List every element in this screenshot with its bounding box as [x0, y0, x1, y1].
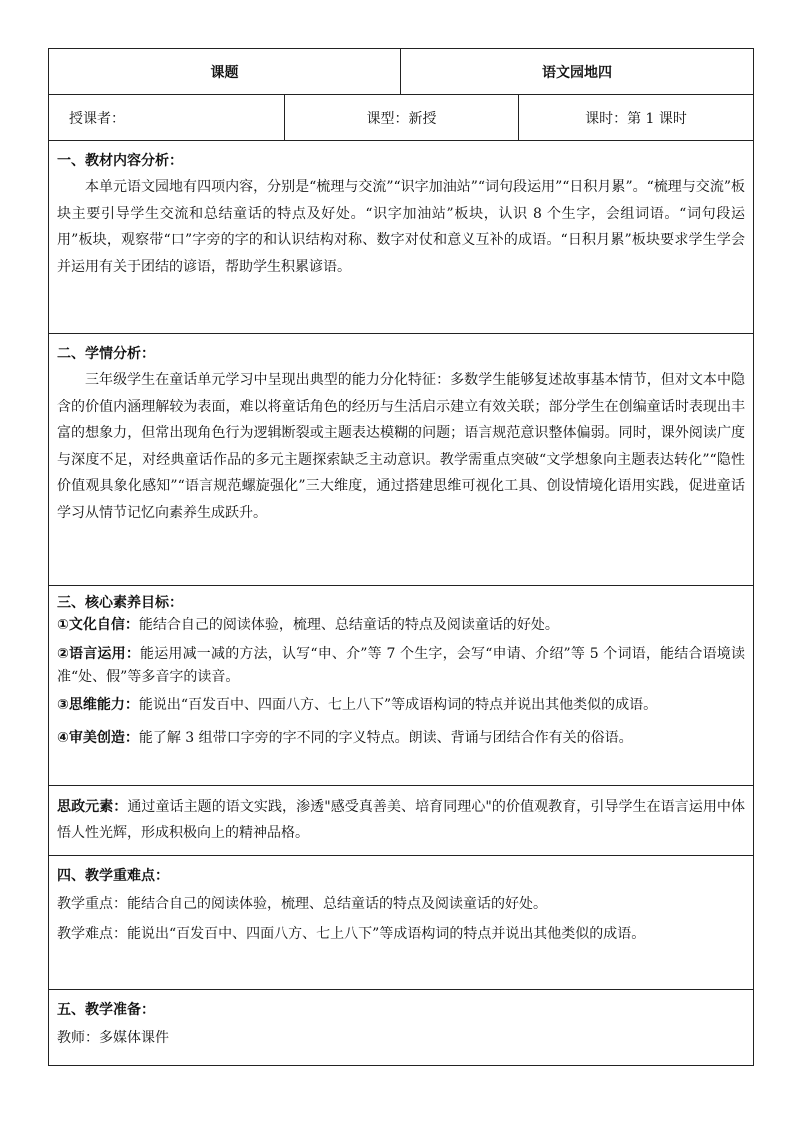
goal-label: ①文化自信： [57, 617, 139, 633]
goal-item [57, 694, 745, 717]
ideology-text: 通过童话主题的语文实践，渗透"感受真善美、培育同理心"的价值观教育，引导学生在语言运用中体悟人性光辉，形成积极向上的精神品格。 [57, 799, 745, 841]
material-analysis-title: 一、教材内容分析： [57, 153, 183, 169]
preparation-title: 五、教学准备： [57, 1002, 155, 1018]
topic-value: 语文园地四 [400, 49, 753, 94]
lesson-plan-table [48, 48, 754, 1066]
ideology-section [49, 786, 753, 856]
ideology-text-block [57, 794, 745, 846]
material-analysis-body: 本单元语文园地有四项内容，分别是“梳理与交流”“识字加油站”“词句段运用”“日积月累”。“梳理与交流”板块主要引导学生交流和总结童话的特点及好处。“识字加油站”板块，认识 8 个生字，会组词语。“词句段运用”板块，观察带“口”字旁的字的和认识结构对称、数字对仗和意义互补的成语。“日积月累”板块要求学生学会并运用有关于团结的谚语，帮助学生积累谚语。 [57, 179, 745, 275]
goal-label: ③思维能力： [57, 697, 139, 713]
student-analysis-body: 三年级学生在童话单元学习中呈现出典型的能力分化特征：多数学生能够复述故事基本情节，但对文本中隐含的价值内涵理解较为表面，难以将童话角色的经历与生活启示建立有效关联；部分学生在创编童话时表现出丰富的想象力，但常出现角色行为逻辑断裂或主题表达模糊的问题；语言规范意识整体偏弱。同时，课外阅读广度与深度不足，对经典童话作品的多元主题探索缺乏主动意识。教学需重点突破“文学想象向主题表达转化”“隐性价值观具象化感知”“语言规范螺旋强化”三大维度，通过搭建思维可视化工具、创设情境化语用实践，促进童话学习从情节记忆向素养生成跃升。 [57, 372, 745, 521]
goal-text: 能了解 3 组带口字旁的字不同的字义特点。朗读、背诵与团结合作有关的俗语。 [138, 730, 633, 746]
goal-item [57, 614, 745, 637]
ideology-label: 思政元素： [57, 799, 128, 815]
goal-item [57, 643, 745, 689]
goal-label: ②语言运用： [57, 646, 141, 662]
material-analysis-section [49, 141, 753, 334]
info-row [49, 95, 753, 141]
lesson-type-field: 课型：新授 [284, 95, 518, 140]
teacher-field: 授课者： [69, 110, 125, 127]
header-row [49, 49, 753, 95]
teaching-difficulty: 教学难点：能说出“百发百中、四面八方、七上八下”等成语构词的特点并说出其他类似的成语。 [57, 926, 646, 942]
goal-text: 能说出“百发百中、四面八方、七上八下”等成语构词的特点并说出其他类似的成语。 [138, 697, 658, 713]
student-analysis-title: 二、学情分析： [57, 346, 155, 362]
key-points-title: 四、教学重难点： [57, 868, 169, 884]
teaching-focus: 教学重点：能结合自己的阅读体验，梳理、总结童话的特点及阅读童话的好处。 [57, 896, 547, 912]
preparation-section [49, 990, 753, 1066]
goal-text: 能结合自己的阅读体验，梳理、总结童话的特点及阅读童话的好处。 [138, 617, 559, 633]
goal-text: 能运用减一减的方法，认写“申、介”等 7 个生字，会写“申请、介绍”等 5 个词语，能结合语境读准“处、假”等多音字的读音。 [57, 646, 746, 685]
core-goals-section [49, 586, 753, 786]
period-field: 课时：第 1 课时 [518, 95, 753, 140]
core-goals-title: 三、核心素养目标： [57, 595, 183, 611]
topic-label: 课题 [210, 64, 239, 81]
student-analysis-section [49, 334, 753, 586]
goal-item [57, 727, 745, 750]
preparation-body: 教师：多媒体课件 [57, 1030, 169, 1046]
goal-label: ④审美创造： [57, 730, 139, 746]
key-points-section [49, 856, 753, 990]
